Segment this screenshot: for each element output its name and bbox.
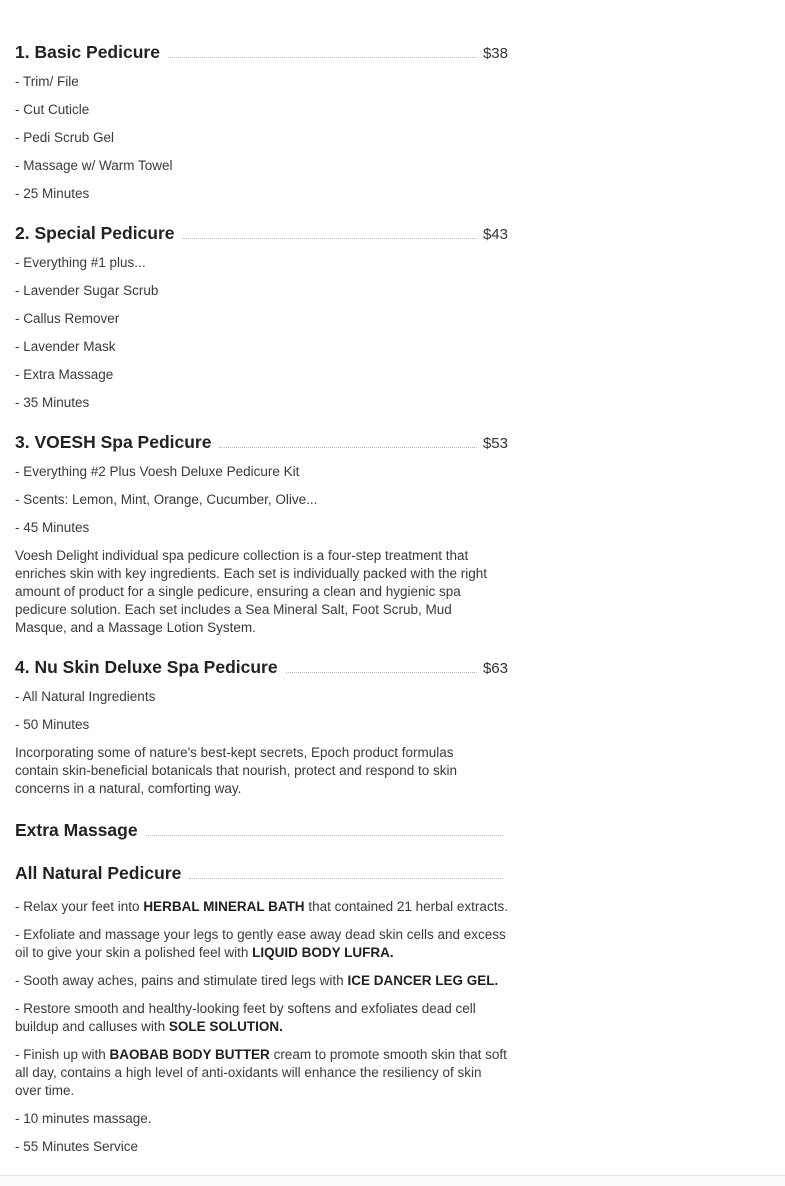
- list-item: - Cut Cuticle: [15, 102, 90, 117]
- list-item: - Pedi Scrub Gel: [15, 130, 115, 145]
- list-item: - 45 Minutes: [15, 520, 90, 535]
- list-item: [15, 1110, 510, 1128]
- section-title: Extra Massage: [15, 820, 138, 840]
- dotted-leader: [146, 834, 503, 836]
- list-item: [15, 926, 510, 962]
- list-item: - 50 Minutes: [15, 717, 90, 732]
- footer-band: [0, 1176, 785, 1186]
- service-price: $43: [482, 226, 508, 243]
- service-title: 2. Special Pedicure: [15, 223, 175, 243]
- list-item: - Everything #2 Plus Voesh Deluxe Pedicure Kit: [15, 464, 300, 479]
- list-item: - Callus Remover: [15, 311, 120, 326]
- list-item: - 35 Minutes: [15, 395, 90, 410]
- list-item: - 25 Minutes: [15, 186, 90, 201]
- list-item: - All Natural Ingredients: [15, 689, 156, 704]
- service-heading-nu-skin-deluxe-spa-pedicure: [15, 657, 508, 678]
- list-item: [15, 898, 510, 916]
- list-item: [15, 1000, 510, 1036]
- item-text-strong: HERBAL MINERAL BATH: [143, 899, 305, 914]
- service-heading-voesh-spa-pedicure: [15, 432, 508, 453]
- item-text-strong: SOLE SOLUTION.: [168, 1019, 283, 1034]
- item-text-post: cream to promote smooth skin that soft all day, contains a high level of anti-oxidants will enhance the resiliency of skin over time.: [15, 1047, 507, 1098]
- item-text-pre: - Exfoliate and massage your legs to gently ease away dead skin cells and excess oil to give your skin a polished feel with: [15, 927, 506, 960]
- item-text-pre: - 10 minutes massage.: [15, 1111, 152, 1126]
- list-item: - Massage w/ Warm Towel: [15, 158, 173, 173]
- item-text-strong: BAOBAB BODY BUTTER: [109, 1047, 270, 1062]
- item-text-strong: LIQUID BODY LUFRA.: [252, 945, 394, 960]
- service-title: 1. Basic Pedicure: [15, 42, 160, 62]
- item-text-pre: - Restore smooth and healthy-looking feet by softens and exfoliates dead cell buildup and calluses with: [15, 1001, 476, 1034]
- list-item: [15, 1138, 510, 1156]
- service-title: 3. VOESH Spa Pedicure: [15, 432, 212, 452]
- service-heading-basic-pedicure: [15, 42, 508, 63]
- list-item: [15, 972, 510, 990]
- service-price: $53: [482, 435, 508, 452]
- item-text-pre: - Sooth away aches, pains and stimulate tired legs with: [15, 973, 348, 988]
- list-item: - Everything #1 plus...: [15, 255, 146, 270]
- section-heading-all-natural-pedicure: [15, 863, 503, 884]
- list-item: - Lavender Sugar Scrub: [15, 283, 159, 298]
- item-text-pre: - 55 Minutes Service: [15, 1139, 139, 1154]
- dotted-leader: [219, 446, 477, 448]
- service-description: Incorporating some of nature's best-kept secrets, Epoch product formulas contain skin-beneficial botanicals that nourish, protect and respond to skin concerns in a natural, comforting way.: [15, 745, 458, 796]
- item-text-pre: - Relax your feet into: [15, 899, 144, 914]
- dotted-leader: [183, 237, 477, 239]
- dotted-leader: [286, 671, 477, 673]
- dotted-leader: [168, 56, 477, 58]
- list-item: - Extra Massage: [15, 367, 114, 382]
- list-item: - Lavender Mask: [15, 339, 116, 354]
- item-text-strong: ICE DANCER LEG GEL.: [347, 973, 499, 988]
- list-item: - Trim/ File: [15, 74, 79, 89]
- item-text-post: that contained 21 herbal extracts.: [304, 899, 508, 914]
- intro-text: [15, 0, 510, 22]
- list-item: [15, 1046, 510, 1100]
- service-price: $63: [482, 660, 508, 677]
- list-item: - Scents: Lemon, Mint, Orange, Cucumber, Olive...: [15, 492, 318, 507]
- dotted-leader: [189, 877, 503, 879]
- service-title: 4. Nu Skin Deluxe Spa Pedicure: [15, 657, 278, 677]
- service-description: Voesh Delight individual spa pedicure collection is a four-step treatment that enriches skin with key ingredients. Each set is individually packed with the right amount of product for a single pedicure, ensuring a clean and hygienic spa pedicure solution. Each set includes a Sea Mineral Salt, Foot Scrub, Mud Masque, and a Massage Lotion System.: [15, 548, 487, 635]
- section-title: All Natural Pedicure: [15, 863, 182, 883]
- service-price: $38: [482, 45, 508, 62]
- service-heading-special-pedicure: [15, 223, 508, 244]
- section-heading-extra-massage: [15, 820, 503, 841]
- item-text-pre: - Finish up with: [15, 1047, 110, 1062]
